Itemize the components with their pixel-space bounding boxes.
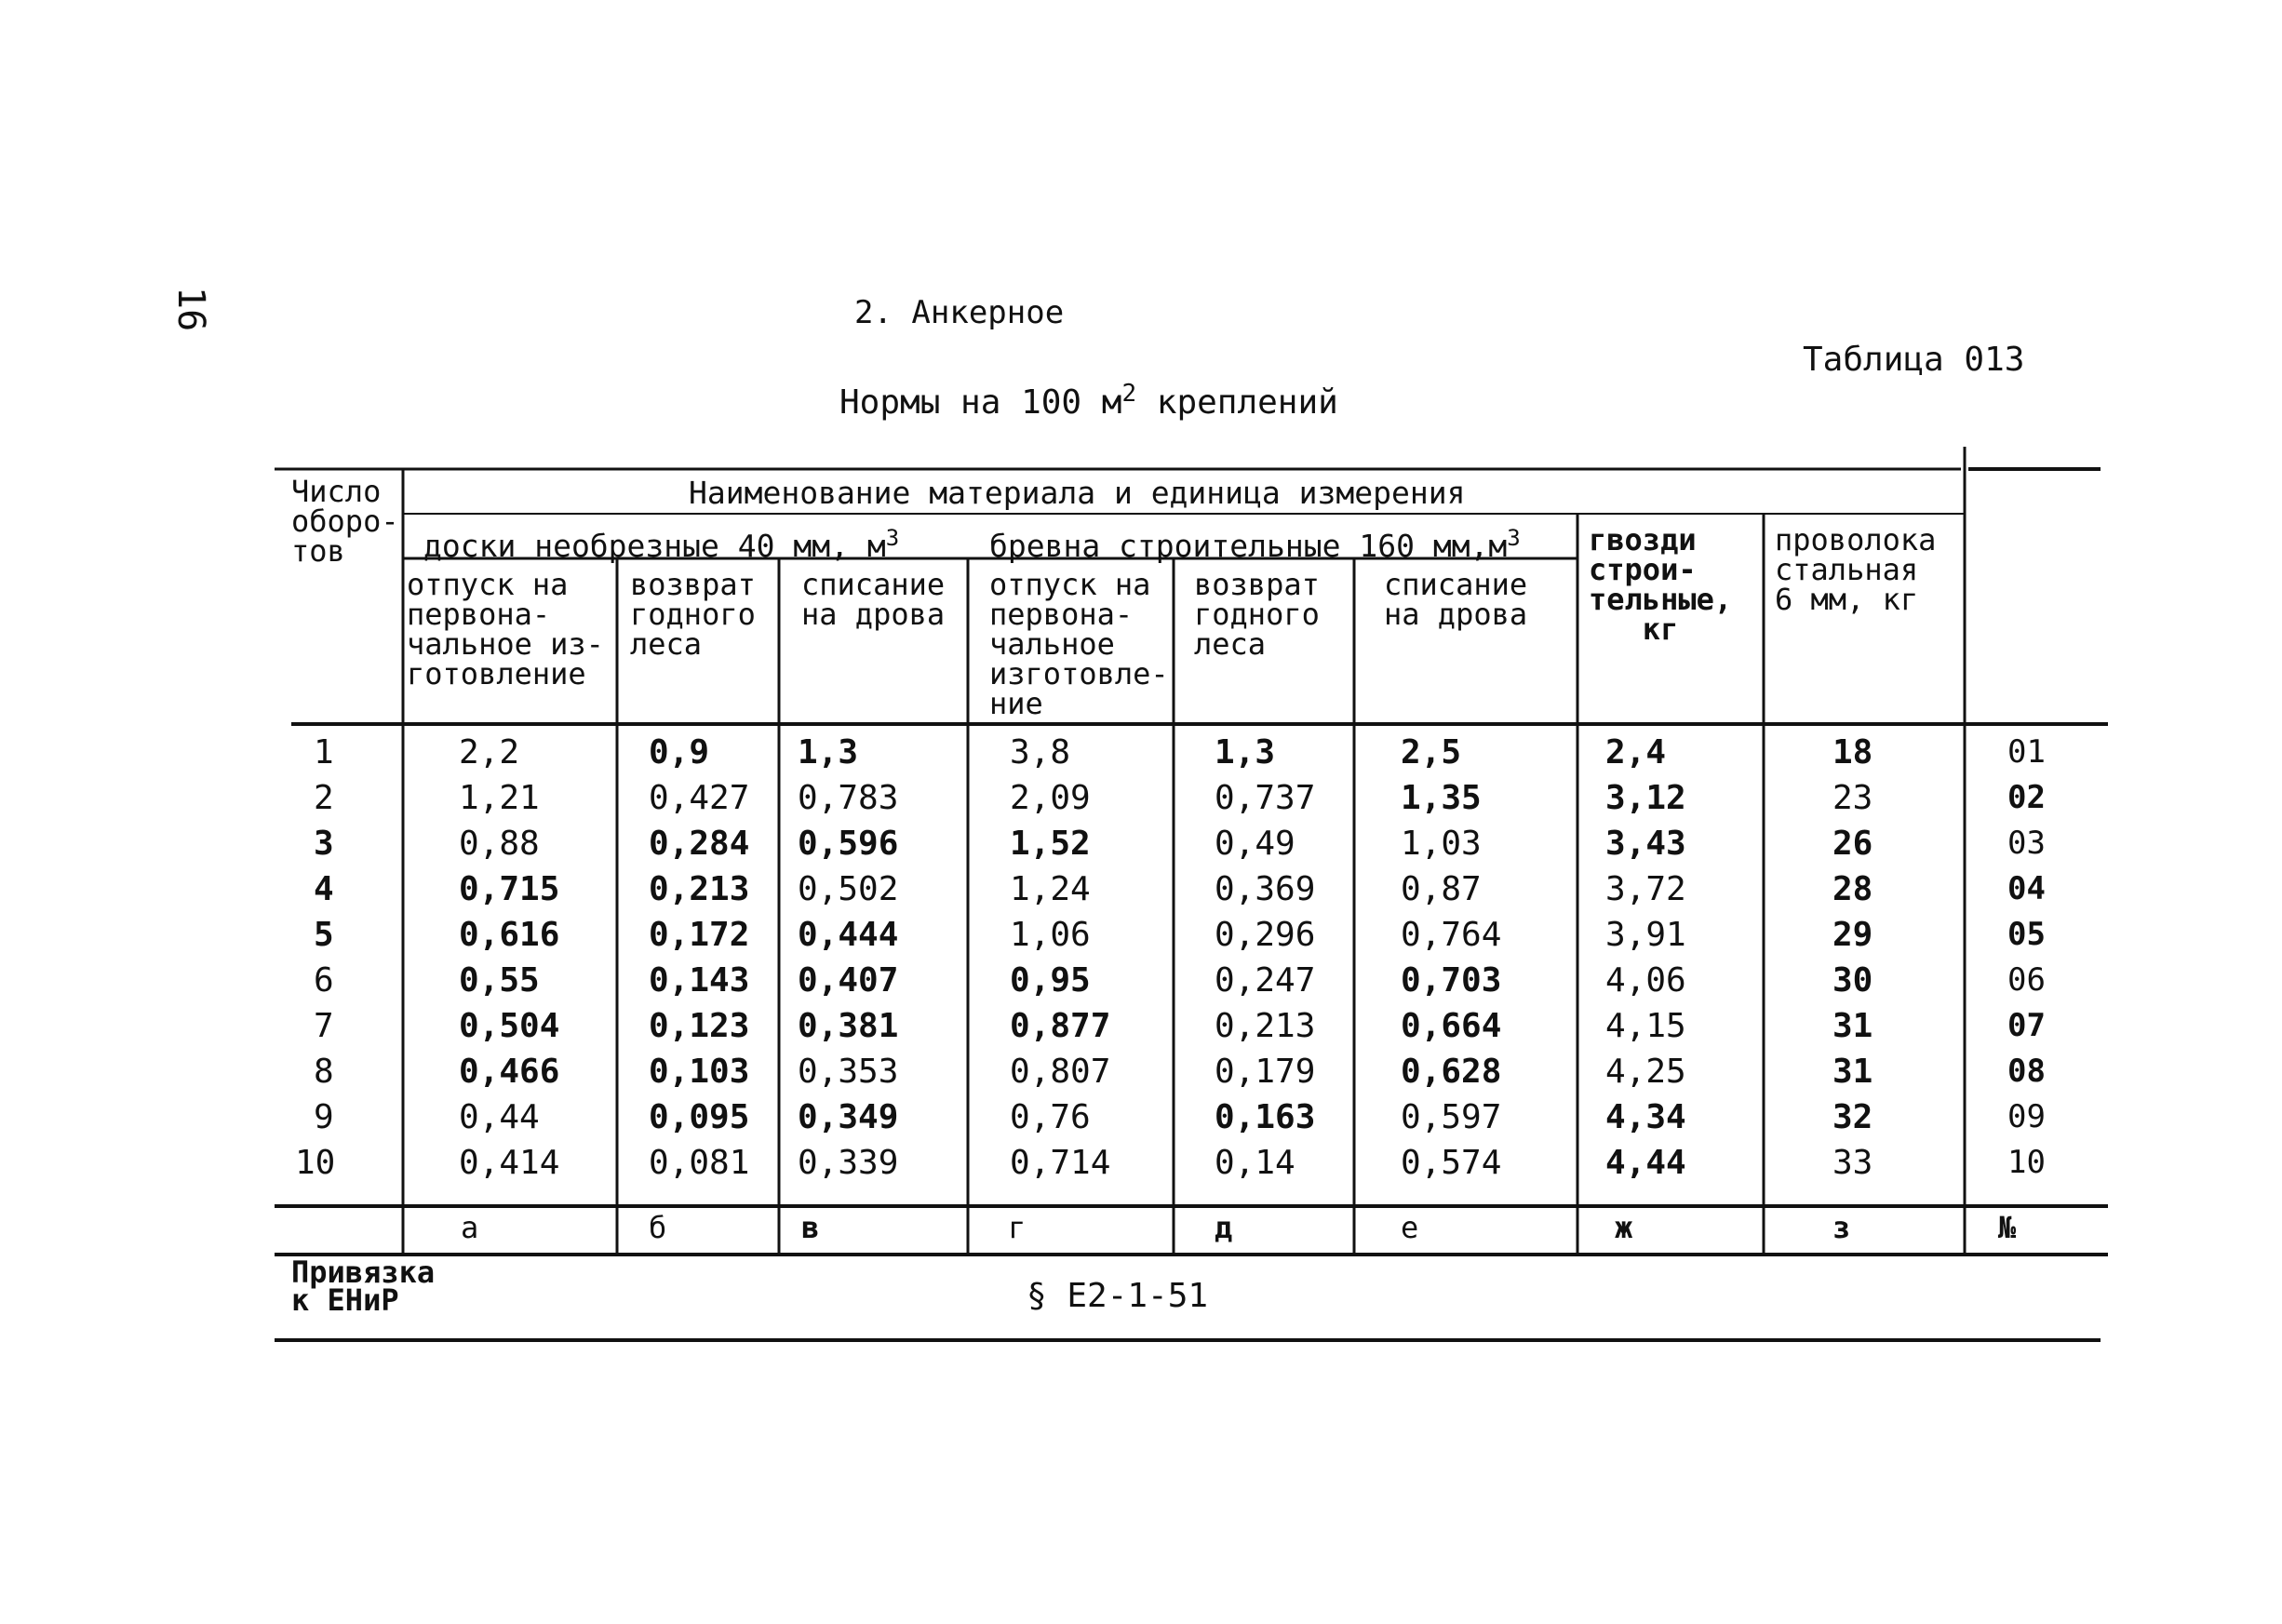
table-cell: 0,87 — [1401, 870, 1482, 908]
table-cell: 1,35 — [1401, 779, 1482, 817]
table-cell: 33 — [1832, 1144, 1873, 1182]
caption-text: Нормы на 100 м — [839, 383, 1122, 422]
table-cell: 4,06 — [1605, 961, 1686, 1000]
row-code: 02 — [2007, 779, 2046, 816]
table-cell: 29 — [1832, 916, 1873, 954]
row-code: 01 — [2007, 733, 2046, 771]
group-doski-sup: 3 — [885, 525, 900, 551]
table-cell: 32 — [1832, 1098, 1873, 1136]
table-cell: 2,09 — [1010, 779, 1091, 817]
table-cell: 0,284 — [649, 825, 750, 863]
row-code: 07 — [2007, 1007, 2046, 1044]
group-doski-text: доски необрезные 40 мм, м — [423, 528, 886, 564]
row-code: 08 — [2007, 1053, 2046, 1090]
group-doski-label — [423, 523, 900, 564]
column-letter: а — [461, 1210, 479, 1245]
column-letter: ж — [1615, 1210, 1633, 1245]
table-cell: 0,9 — [649, 733, 710, 772]
gvozdi-label: гвозди строи- тельные, кг — [1589, 522, 1733, 647]
table-cell: 0,444 — [798, 916, 899, 954]
table-cell: 0,081 — [649, 1144, 750, 1182]
caption-sup: 2 — [1121, 380, 1137, 408]
row-number: 5 — [314, 916, 334, 954]
column-letter: з — [1832, 1210, 1851, 1245]
table-cell: 0,172 — [649, 916, 750, 954]
table-cell: 0,213 — [649, 870, 750, 908]
table-cell: 0,877 — [1010, 1007, 1111, 1045]
table-cell: 0,502 — [798, 870, 899, 908]
group-brevna-text: бревна строительные 160 мм,м — [989, 528, 1508, 564]
table-cell: 4,44 — [1605, 1144, 1686, 1182]
table-cell: 1,3 — [1215, 733, 1276, 772]
table-cell: 1,06 — [1010, 916, 1091, 954]
table-cell: 2,2 — [459, 733, 520, 772]
group-brevna-sup: 3 — [1507, 525, 1521, 551]
table-cell: 0,466 — [459, 1053, 560, 1091]
row-number: 7 — [314, 1007, 334, 1045]
table-cell: 0,369 — [1215, 870, 1316, 908]
footer-reference: § Е2-1-51 — [1027, 1277, 1209, 1315]
table-cell: 0,49 — [1215, 825, 1295, 863]
table-cell: 0,807 — [1010, 1053, 1111, 1091]
table-cell: 4,34 — [1605, 1098, 1686, 1136]
column-letter: б — [649, 1210, 667, 1245]
table-cell: 0,76 — [1010, 1098, 1091, 1136]
table-cell: 2,4 — [1605, 733, 1667, 772]
row-code: 06 — [2007, 961, 2046, 999]
table-cell: 2,5 — [1401, 733, 1462, 772]
row-number: 4 — [314, 870, 334, 908]
table-cell: 0,715 — [459, 870, 560, 908]
page-number: 16 — [169, 287, 212, 332]
table-cell: 30 — [1832, 961, 1873, 1000]
table-cell: 0,339 — [798, 1144, 899, 1182]
row-code: 09 — [2007, 1098, 2046, 1135]
table-cell: 0,597 — [1401, 1098, 1502, 1136]
table-caption — [839, 380, 1338, 422]
table-cell: 3,72 — [1605, 870, 1686, 908]
table-cell: 0,783 — [798, 779, 899, 817]
table-cell: 3,91 — [1605, 916, 1686, 954]
table-cell: 4,15 — [1605, 1007, 1686, 1045]
sub-header-brevna-vozvrat: возврат годного леса — [1194, 567, 1320, 662]
caption-tail: креплений — [1136, 383, 1338, 422]
column-letter: в — [801, 1210, 820, 1245]
row-number: 2 — [314, 779, 334, 817]
table-cell: 0,703 — [1401, 961, 1502, 1000]
table-cell: 0,14 — [1215, 1144, 1295, 1182]
table-cell: 0,123 — [649, 1007, 750, 1045]
table-cell: 0,349 — [798, 1098, 899, 1136]
row-number: 9 — [314, 1098, 334, 1136]
table-cell: 26 — [1832, 825, 1873, 863]
table-cell: 0,095 — [649, 1098, 750, 1136]
table-cell: 3,12 — [1605, 779, 1686, 817]
footer-label: Привязка к ЕНиР — [291, 1255, 436, 1318]
table-cell: 0,95 — [1010, 961, 1091, 1000]
table-cell: 1,52 — [1010, 825, 1091, 863]
row-code: 10 — [2007, 1144, 2046, 1181]
sub-header-brevna-spisanie: списание на дрова — [1384, 567, 1528, 632]
sub-header-doski-vozvrat: возврат годного леса — [630, 567, 756, 662]
table-cell: 4,25 — [1605, 1053, 1686, 1091]
column-letter: г — [1008, 1210, 1027, 1245]
table-cell: 23 — [1832, 779, 1873, 817]
table-cell: 0,504 — [459, 1007, 560, 1045]
table-cell: 0,596 — [798, 825, 899, 863]
norms-table — [275, 447, 2108, 1349]
table-cell: 0,179 — [1215, 1053, 1316, 1091]
row-code: 03 — [2007, 825, 2046, 862]
table-label: Таблица 013 — [1803, 341, 2025, 379]
table-cell: 1,21 — [459, 779, 540, 817]
sub-header-doski-otpusk: отпуск на первона- чальное из- готовление — [407, 567, 604, 691]
table-cell: 0,55 — [459, 961, 540, 1000]
table-cell: 0,143 — [649, 961, 750, 1000]
table-cell: 0,574 — [1401, 1144, 1502, 1182]
table-cell: 0,764 — [1401, 916, 1502, 954]
row-number: 10 — [295, 1144, 336, 1182]
table-cell: 0,616 — [459, 916, 560, 954]
table-cell: 28 — [1832, 870, 1873, 908]
table-cell: 1,3 — [798, 733, 859, 772]
table-cell: 18 — [1832, 733, 1873, 772]
table-cell: 31 — [1832, 1007, 1873, 1045]
table-cell: 0,44 — [459, 1098, 540, 1136]
row-code: 04 — [2007, 870, 2046, 907]
rowhead-label: Число оборо- тов — [291, 474, 399, 569]
table-cell: 0,213 — [1215, 1007, 1316, 1045]
row-number: 8 — [314, 1053, 334, 1091]
table-cell: 0,664 — [1401, 1007, 1502, 1045]
table-cell: 1,24 — [1010, 870, 1091, 908]
table-cell: 0,737 — [1215, 779, 1316, 817]
table-cell: 3,43 — [1605, 825, 1686, 863]
table-cell: 0,628 — [1401, 1053, 1502, 1091]
row-number: 3 — [314, 825, 334, 863]
table-cell: 0,88 — [459, 825, 540, 863]
sub-header-doski-spisanie: списание на дрова — [801, 567, 946, 632]
table-cell: 0,247 — [1215, 961, 1316, 1000]
provoloka-label: проволока стальная 6 мм, кг — [1775, 522, 1937, 617]
table-cell: 0,163 — [1215, 1098, 1316, 1136]
table-cell: 3,8 — [1010, 733, 1071, 772]
group-all-label: Наименование материала и единица измерения — [689, 475, 1466, 511]
table-cell: 0,407 — [798, 961, 899, 1000]
table-cell: 1,03 — [1401, 825, 1482, 863]
section-title: 2. Анкерное — [854, 294, 1065, 331]
row-code: 05 — [2007, 916, 2046, 953]
column-letter: д — [1215, 1210, 1233, 1245]
table-cell: 0,414 — [459, 1144, 560, 1182]
table-cell: 0,427 — [649, 779, 750, 817]
sub-header-brevna-otpusk: отпуск на первона- чальное изготовле- ние — [989, 567, 1169, 721]
table-cell: 0,353 — [798, 1053, 899, 1091]
column-letter: № — [1998, 1210, 2017, 1245]
row-number: 1 — [314, 733, 334, 772]
table-cell: 0,381 — [798, 1007, 899, 1045]
table-cell: 0,714 — [1010, 1144, 1111, 1182]
table-cell: 31 — [1832, 1053, 1873, 1091]
table-cell: 0,296 — [1215, 916, 1316, 954]
column-letter: е — [1401, 1210, 1419, 1245]
table-cell: 0,103 — [649, 1053, 750, 1091]
group-brevna-label — [989, 523, 1521, 564]
row-number: 6 — [314, 961, 334, 1000]
